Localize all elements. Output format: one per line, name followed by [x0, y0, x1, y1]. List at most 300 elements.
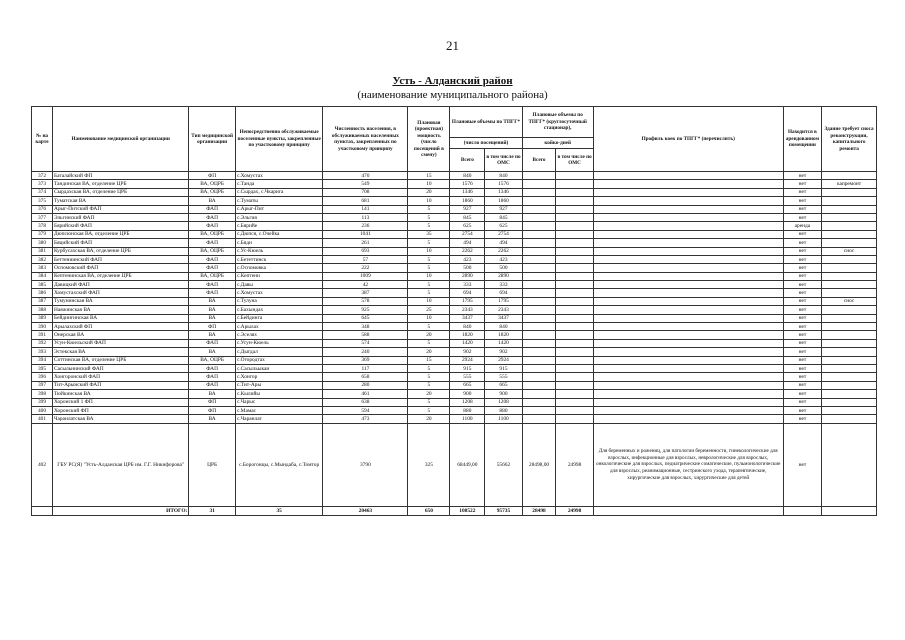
- cell-org: Сасыльнинский ФАП: [52, 364, 188, 372]
- facilities-table: [31, 106, 877, 516]
- cell-repair: [822, 331, 877, 339]
- cell-type: ВА: [189, 348, 236, 356]
- cell-total-visits: 840: [450, 172, 485, 180]
- cell-population: 369: [323, 356, 408, 364]
- cell-type: ВА, ОЦРБ: [189, 188, 236, 196]
- cell-population: 588: [323, 331, 408, 339]
- cell-profile: [593, 205, 783, 213]
- cell-repair: [822, 222, 877, 230]
- cell-rent: нет: [783, 381, 821, 389]
- header-settlements: Непосредственно обслуживаемые поселенные пункты, закрепленные по участковому принципу: [235, 107, 322, 172]
- cell-oms-beds: [556, 281, 593, 289]
- cell-capacity: 5: [408, 222, 450, 230]
- table-row: [32, 306, 877, 314]
- cell-org: Эльгинский ФАП: [52, 213, 188, 221]
- table-row: [32, 172, 877, 180]
- cell-settlements: с.Бярийе: [235, 222, 322, 230]
- header-oms-visits: в том числе по ОМС: [485, 149, 522, 172]
- cell-profile: [593, 230, 783, 238]
- header-org: Наименование медицинской организации: [52, 107, 188, 172]
- cell-total-beds: [522, 348, 556, 356]
- cell-org: Тит-Арынский ФАП: [52, 381, 188, 389]
- cell-settlements: с.Танда: [235, 180, 322, 188]
- cell-settlements: с.Чаранлат: [235, 415, 322, 423]
- cell-settlements: с.Мамас: [235, 406, 322, 414]
- cell-capacity: 15: [408, 356, 450, 364]
- cell-type: ФАП: [189, 255, 236, 263]
- district-title: Усть - Алданский район: [392, 75, 513, 87]
- cell-total-beds: [522, 364, 556, 372]
- cell-total-visits: 845: [450, 213, 485, 221]
- cell-oms-visits: 665: [485, 381, 522, 389]
- cell-total-visits: 840: [450, 323, 485, 331]
- cell-rent: нет: [783, 331, 821, 339]
- cell-capacity: 10: [408, 197, 450, 205]
- totals-label: ИТОГО:: [52, 506, 188, 515]
- cell-oms-visits: 2262: [485, 247, 522, 255]
- cell-profile: Для беременных и рожениц, для патологии беременности, гинекологические для взрослых, инфекционные для взрослых, неврологические для взрослых, онкологические для взрослых, педиатрические соматические, пульмонологические для взрослых, реанимационные, сестринского ухода, терапевтические, хирургические для взрослых, хирургические для детей: [593, 423, 783, 506]
- cell-total-visits: 900: [450, 390, 485, 398]
- cell-type: ФАП: [189, 281, 236, 289]
- cell-num: 381: [32, 247, 53, 255]
- cell-population: 578: [323, 297, 408, 305]
- crb-row: [32, 423, 877, 506]
- cell-repair: [822, 356, 877, 364]
- cell-repair: [822, 423, 877, 506]
- cell-total-visits: 333: [450, 281, 485, 289]
- cell-oms-beds: [556, 356, 593, 364]
- cell-population: 261: [323, 239, 408, 247]
- cell-repair: [822, 172, 877, 180]
- cell-rent: нет: [783, 423, 821, 506]
- cell-profile: [593, 239, 783, 247]
- cell-org: Тюйкинская ВА: [52, 390, 188, 398]
- cell-oms-visits: 1860: [485, 197, 522, 205]
- cell-oms-beds: [556, 205, 593, 213]
- table-row: [32, 323, 877, 331]
- cell-type: ЦРБ: [189, 423, 236, 506]
- cell-capacity: 20: [408, 331, 450, 339]
- cell-type: ВА, ОЦРБ: [189, 272, 236, 280]
- cell-type: ВА, ОЦРБ: [189, 180, 236, 188]
- cell-repair: [822, 323, 877, 331]
- cell-oms-visits: 555: [485, 373, 522, 381]
- cell-oms-visits: 2343: [485, 306, 522, 314]
- cell-num: 393: [32, 348, 53, 356]
- cell-num: 387: [32, 297, 53, 305]
- cell-type: ВА: [189, 306, 236, 314]
- cell-oms-beds: [556, 406, 593, 414]
- cell-total-visits: 555: [450, 373, 485, 381]
- header-total-visits: Всего: [450, 149, 485, 172]
- table-row: [32, 398, 877, 406]
- cell-settlements: с.Хонгор: [235, 373, 322, 381]
- header-capacity: Плановая (проектная) мощность (число посещений в смену): [408, 107, 450, 172]
- cell-rent: нет: [783, 264, 821, 272]
- cell-population: 348: [323, 323, 408, 331]
- header-rent: Находится в арендованном помещении: [783, 107, 821, 172]
- cell-capacity: 5: [408, 364, 450, 372]
- cell-oms-beds: [556, 239, 593, 247]
- cell-settlements: с.Усун-Кюель: [235, 339, 322, 347]
- table-row: [32, 213, 877, 221]
- cell-oms-visits: 1820: [485, 331, 522, 339]
- cell-population: 240: [323, 348, 408, 356]
- cell-profile: [593, 264, 783, 272]
- cell-type: ВА: [189, 297, 236, 305]
- cell-settlements: с.Чарыс: [235, 398, 322, 406]
- cell-repair: капремонт: [822, 180, 877, 188]
- cell-num: 380: [32, 239, 53, 247]
- table-row: [32, 415, 877, 423]
- cell-type: ФП: [189, 406, 236, 414]
- cell-num: 375: [32, 197, 53, 205]
- table-row: [32, 188, 877, 196]
- cell-total-visits: 2924: [450, 356, 485, 364]
- cell-org: Наяжинская ВА: [52, 306, 188, 314]
- cell-oms-visits: 694: [485, 289, 522, 297]
- table-row: [32, 314, 877, 322]
- cell-rent: нет: [783, 415, 821, 423]
- cell-profile: [593, 390, 783, 398]
- header-total-beds: Всего: [522, 149, 556, 172]
- cell-profile: [593, 381, 783, 389]
- cell-total-beds: [522, 180, 556, 188]
- cell-settlements: с.Эльгия: [235, 213, 322, 221]
- cell-oms-visits: 1795: [485, 297, 522, 305]
- cell-profile: [593, 406, 783, 414]
- cell-capacity: 10: [408, 247, 450, 255]
- cell-population: 57: [323, 255, 408, 263]
- cell-oms-beds: [556, 306, 593, 314]
- cell-oms-visits: 915: [485, 364, 522, 372]
- cell-oms-visits: 1576: [485, 180, 522, 188]
- cell-profile: [593, 222, 783, 230]
- cell-oms-beds: [556, 364, 593, 372]
- cell-num: 388: [32, 306, 53, 314]
- cell-population: 708: [323, 188, 408, 196]
- cell-oms-beds: [556, 222, 593, 230]
- cell-settlements: с.Оспомовка: [235, 264, 322, 272]
- cell-total-beds: [522, 188, 556, 196]
- cell-rent: нет: [783, 390, 821, 398]
- table-row: [32, 297, 877, 305]
- cell-oms-visits: 2924: [485, 356, 522, 364]
- cell-total-beds: [522, 281, 556, 289]
- cell-org: Оспомовский ФАП: [52, 264, 188, 272]
- cell-oms-visits: 2890: [485, 272, 522, 280]
- cell-oms-visits: 902: [485, 348, 522, 356]
- cell-oms-beds: [556, 264, 593, 272]
- cell-repair: [822, 272, 877, 280]
- cell-type: ФАП: [189, 364, 236, 372]
- cell-capacity: 10: [408, 314, 450, 322]
- cell-total-visits: 500: [450, 264, 485, 272]
- cell-org: Курбусахская ВА, отделение ЦРБ: [52, 247, 188, 255]
- cell-capacity: 20: [408, 390, 450, 398]
- cell-type: ВА, ОЦРБ: [189, 356, 236, 364]
- cell-total-beds: [522, 222, 556, 230]
- totals-capacity: 650: [408, 506, 450, 515]
- cell-total-visits: 927: [450, 205, 485, 213]
- cell-profile: [593, 197, 783, 205]
- cell-rent: нет: [783, 255, 821, 263]
- cell-profile: [593, 247, 783, 255]
- cell-type: ВА, ОЦРБ: [189, 230, 236, 238]
- table-row: [32, 364, 877, 372]
- cell-settlements: с.Бейдинга: [235, 314, 322, 322]
- cell-settlements: с.Огородтах: [235, 356, 322, 364]
- table-row: [32, 339, 877, 347]
- cell-org: Усун-Кюельский ФАП: [52, 339, 188, 347]
- cell-num: 382: [32, 255, 53, 263]
- cell-settlements: с.Кептени: [235, 272, 322, 280]
- cell-total-visits: 1860: [450, 197, 485, 205]
- totals-oms-visits: 95735: [485, 506, 522, 515]
- cell-type: ФАП: [189, 373, 236, 381]
- cell-capacity: 25: [408, 306, 450, 314]
- table-row: [32, 255, 877, 263]
- cell-num: 384: [32, 272, 53, 280]
- cell-org: Кептенинская ВА, отделение ЦРБ: [52, 272, 188, 280]
- cell-oms-beds: [556, 172, 593, 180]
- cell-org: Арыг-Питский ФАП: [52, 205, 188, 213]
- cell-oms-visits: 1420: [485, 339, 522, 347]
- cell-num: 390: [32, 323, 53, 331]
- cell-total-beds: [522, 172, 556, 180]
- cell-population: 280: [323, 381, 408, 389]
- cell-org: Беттениинский ФАП: [52, 255, 188, 263]
- cell-capacity: 35: [408, 230, 450, 238]
- totals-row: [32, 506, 877, 515]
- cell-oms-visits: 2754: [485, 230, 522, 238]
- cell-oms-beds: [556, 289, 593, 297]
- cell-org: Хонгоронский ФАП: [52, 373, 188, 381]
- cell-num: 372: [32, 172, 53, 180]
- cell-population: 693: [323, 247, 408, 255]
- cell-total-beds: [522, 331, 556, 339]
- cell-settlements: с.Ус-Кюель: [235, 247, 322, 255]
- cell-settlements: с.Дюпся, с.Очейка: [235, 230, 322, 238]
- cell-oms-visits: 1100: [485, 415, 522, 423]
- cell-total-visits: 1346: [450, 188, 485, 196]
- cell-rent: нет: [783, 172, 821, 180]
- cell-profile: [593, 297, 783, 305]
- cell-repair: [822, 390, 877, 398]
- cell-org: Туматская ВА: [52, 197, 188, 205]
- cell-num: 398: [32, 390, 53, 398]
- cell-population: 113: [323, 213, 408, 221]
- cell-profile: [593, 398, 783, 406]
- header-population: Численность населения, в обслуживаемых населенных пунктах, закрепленных по участковому принципу: [323, 107, 408, 172]
- cell-oms-beds: 24998: [556, 423, 593, 506]
- cell-total-beds: [522, 272, 556, 280]
- cell-settlements: с.Тулуна: [235, 297, 322, 305]
- cell-oms-visits: 423: [485, 255, 522, 263]
- cell-total-visits: 1576: [450, 180, 485, 188]
- cell-population: 645: [323, 314, 408, 322]
- totals-total-visits: 108522: [450, 506, 485, 515]
- cell-oms-beds: [556, 381, 593, 389]
- cell-total-visits: 494: [450, 239, 485, 247]
- cell-num: 373: [32, 180, 53, 188]
- cell-rent: нет: [783, 306, 821, 314]
- cell-total-visits: 665: [450, 381, 485, 389]
- header-volumes-24h-unit: койко-дней: [522, 138, 593, 149]
- cell-type: ВА: [189, 314, 236, 322]
- cell-capacity: 5: [408, 213, 450, 221]
- cell-repair: [822, 348, 877, 356]
- cell-oms-visits: 500: [485, 264, 522, 272]
- cell-empty: [783, 506, 821, 515]
- cell-repair: [822, 364, 877, 372]
- cell-total-beds: [522, 356, 556, 364]
- cell-oms-visits: 840: [485, 323, 522, 331]
- cell-type: ФАП: [189, 381, 236, 389]
- table-row: [32, 356, 877, 364]
- cell-capacity: 325: [408, 423, 450, 506]
- cell-profile: [593, 415, 783, 423]
- district-subtitle: (наименование муниципального района): [357, 89, 548, 101]
- header-volumes-ptgt-unit: (число посещений): [450, 138, 522, 149]
- cell-org: Чаранлатская ВА: [52, 415, 188, 423]
- cell-type: ФАП: [189, 213, 236, 221]
- cell-oms-beds: [556, 373, 593, 381]
- cell-type: ФАП: [189, 222, 236, 230]
- cell-settlements: с.Сырдах, с.Чкарига: [235, 188, 322, 196]
- cell-total-visits: 1100: [450, 415, 485, 423]
- cell-capacity: 10: [408, 180, 450, 188]
- cell-org: Бейдингинская ВА: [52, 314, 188, 322]
- cell-num: 392: [32, 339, 53, 347]
- cell-oms-visits: 3437: [485, 314, 522, 322]
- cell-profile: [593, 172, 783, 180]
- cell-oms-beds: [556, 230, 593, 238]
- totals-population: 20463: [323, 506, 408, 515]
- cell-population: 236: [323, 222, 408, 230]
- cell-settlements: с.Тит-Ары: [235, 381, 322, 389]
- cell-type: ФАП: [189, 289, 236, 297]
- table-footer: [32, 423, 877, 515]
- cell-settlements: с.Арыг-Пит: [235, 205, 322, 213]
- cell-oms-beds: [556, 415, 593, 423]
- cell-num: 383: [32, 264, 53, 272]
- cell-profile: [593, 331, 783, 339]
- page-number: 21: [446, 38, 459, 53]
- table-row: [32, 331, 877, 339]
- cell-total-visits: 625: [450, 222, 485, 230]
- cell-population: 3790: [323, 423, 408, 506]
- cell-rent: нет: [783, 373, 821, 381]
- table-row: [32, 264, 877, 272]
- cell-total-visits: 2754: [450, 230, 485, 238]
- cell-capacity: 5: [408, 289, 450, 297]
- cell-capacity: 5: [408, 406, 450, 414]
- table-row: [32, 281, 877, 289]
- cell-num: 396: [32, 373, 53, 381]
- cell-repair: [822, 306, 877, 314]
- cell-total-beds: [522, 398, 556, 406]
- cell-oms-beds: [556, 197, 593, 205]
- cell-total-beds: [522, 289, 556, 297]
- cell-rent: нет: [783, 323, 821, 331]
- cell-total-beds: [522, 373, 556, 381]
- cell-rent: нет: [783, 289, 821, 297]
- cell-settlements: с.Туматы: [235, 197, 322, 205]
- cell-repair: [822, 339, 877, 347]
- cell-repair: [822, 188, 877, 196]
- cell-type: ВА: [189, 415, 236, 423]
- cell-total-beds: [522, 205, 556, 213]
- cell-type: ФП: [189, 398, 236, 406]
- cell-total-beds: [522, 230, 556, 238]
- cell-profile: [593, 364, 783, 372]
- cell-settlements: с.Хомустах: [235, 172, 322, 180]
- cell-rent: нет: [783, 314, 821, 322]
- cell-repair: снос: [822, 247, 877, 255]
- cell-org: Хоронский 1 ФП: [52, 398, 188, 406]
- cell-repair: [822, 239, 877, 247]
- cell-oms-visits: 625: [485, 222, 522, 230]
- table-row: [32, 406, 877, 414]
- table-row: [32, 390, 877, 398]
- cell-repair: [822, 255, 877, 263]
- cell-population: 461: [323, 390, 408, 398]
- cell-oms-beds: [556, 297, 593, 305]
- cell-org: Тандинская ВА, отделение ЦРБ: [52, 180, 188, 188]
- cell-oms-visits: 55662: [485, 423, 522, 506]
- cell-capacity: 5: [408, 255, 450, 263]
- cell-total-beds: [522, 415, 556, 423]
- cell-type: ВА: [189, 197, 236, 205]
- table-row: [32, 289, 877, 297]
- cell-num: 386: [32, 289, 53, 297]
- cell-total-beds: [522, 255, 556, 263]
- cell-rent: нет: [783, 398, 821, 406]
- cell-profile: [593, 348, 783, 356]
- cell-population: 222: [323, 264, 408, 272]
- cell-total-beds: [522, 213, 556, 221]
- cell-empty: [32, 506, 53, 515]
- header-profile: Профиль коек по ТПГГ* (перечислить): [593, 107, 783, 172]
- cell-rent: нет: [783, 272, 821, 280]
- cell-population: 141: [323, 205, 408, 213]
- cell-repair: [822, 197, 877, 205]
- table-row: [32, 230, 877, 238]
- cell-num: 374: [32, 188, 53, 196]
- cell-capacity: 10: [408, 297, 450, 305]
- cell-capacity: 5: [408, 339, 450, 347]
- cell-profile: [593, 306, 783, 314]
- cell-capacity: 10: [408, 272, 450, 280]
- cell-profile: [593, 373, 783, 381]
- cell-oms-beds: [556, 180, 593, 188]
- cell-repair: [822, 205, 877, 213]
- cell-rent: нет: [783, 205, 821, 213]
- cell-capacity: 5: [408, 239, 450, 247]
- cell-population: 549: [323, 180, 408, 188]
- cell-settlements: с.Арылах: [235, 323, 322, 331]
- cell-num: 391: [32, 331, 53, 339]
- cell-type: ВА, ОЦРБ: [189, 247, 236, 255]
- cell-capacity: 5: [408, 205, 450, 213]
- cell-capacity: 20: [408, 348, 450, 356]
- cell-profile: [593, 339, 783, 347]
- cell-population: 470: [323, 172, 408, 180]
- cell-num: 377: [32, 213, 53, 221]
- cell-oms-beds: [556, 314, 593, 322]
- cell-total-visits: 1208: [450, 398, 485, 406]
